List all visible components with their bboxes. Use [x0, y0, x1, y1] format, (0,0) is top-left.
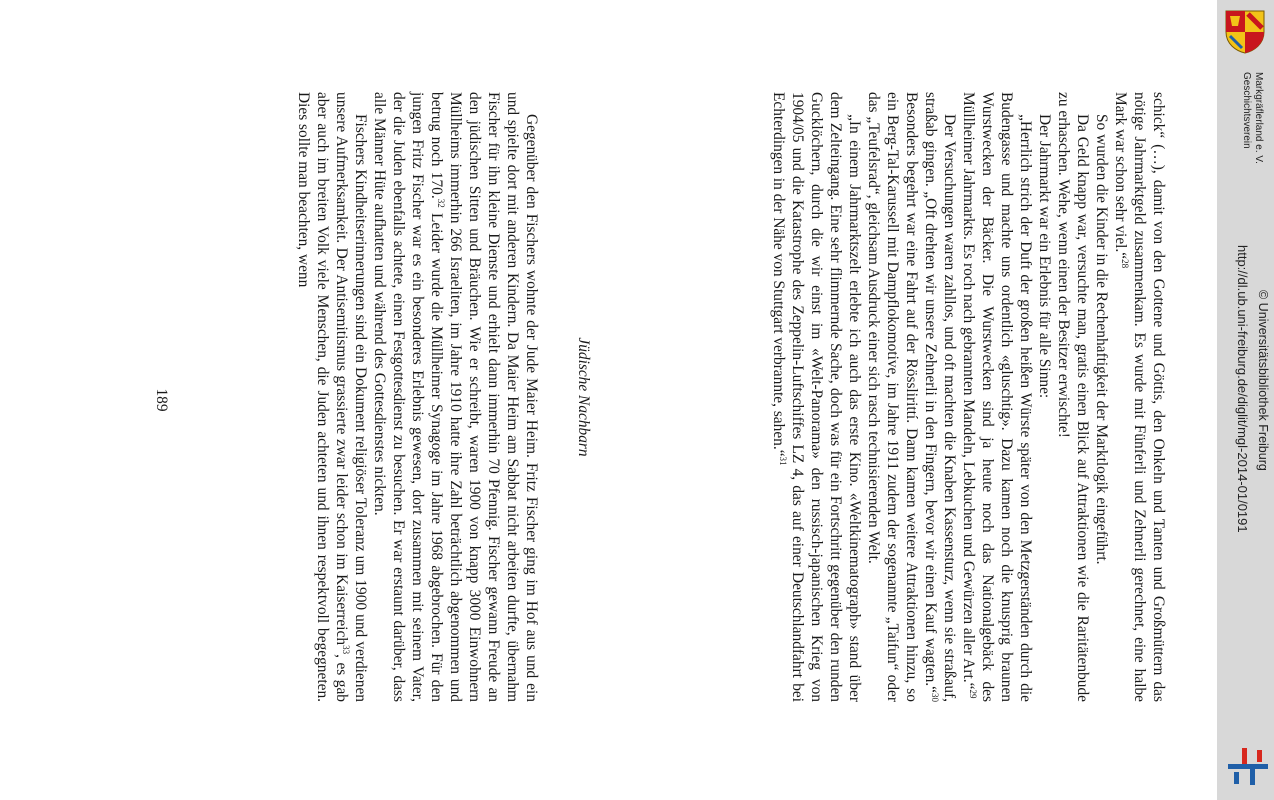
- coat-of-arms-icon: [1222, 8, 1268, 54]
- footnote-marker: 29: [968, 689, 979, 699]
- paragraph-text-continued: Leider wurde die Müllheimer Synagoge im Jahre 1968 abgebrochen. Für den jungen Fritz Fischer war es ein besonderes Erlebnis gewesen, dort zusammen mit seinem Vater, der die Juden ebenfalls achtete, einen Festgottesdienst zu besuchen. Er war erstaunt darüber, dass alle Männer Hüte aufhatten und während des Gottesdienstes nickten.: [371, 92, 445, 702]
- page-number: 189: [153, 388, 170, 412]
- paragraph: [370, 92, 541, 702]
- text-block-bottom: [294, 92, 541, 702]
- footnote-marker: 31: [778, 456, 789, 466]
- text-block-top: [769, 92, 1168, 702]
- paragraph-text-continued: , es gab aber auch im breiten Volk viele Menschen, die Juden achteten und ihnen respektvoll begegneten. Dies sollte man beachten, wenn: [295, 92, 350, 702]
- paragraph: [1054, 92, 1092, 702]
- footnote-marker: 32: [436, 198, 447, 208]
- copyright-notice: © Universitätsbibliothek Freiburg: [1256, 290, 1270, 471]
- footnote-marker: 30: [930, 693, 941, 702]
- paragraph: [864, 92, 959, 702]
- paragraph: [959, 92, 1035, 702]
- paragraph-text: Der Versuchungen waren zahllos, und oft machten die Knaben Kassensturz, wenn sie straßauf, straßab gingen. „Oft drehten wir unsere Zehnerli in den Fingern, bevor wir einen Kauf wagten.“: [922, 92, 958, 702]
- paragraph: [1092, 92, 1111, 702]
- footnote-marker: 33: [341, 645, 352, 655]
- paragraph-text: Fischers Kindheitserinnerungen sind ein Dokument religiöser Toleranz um 1900 und verdienen unsere Aufmerksamkeit. Der Antisemitismus grassierte zwar leider schon im Kaiserreich: [333, 92, 369, 702]
- paragraph: [294, 92, 370, 702]
- footnote-marker: 28: [1120, 259, 1131, 269]
- paragraph: [1111, 92, 1168, 702]
- section-heading: Jüdische Nachbarn: [575, 337, 592, 457]
- paragraph-text: „In einem Jahrmarktszelt erlebte ich auch das erste Kino. «Weltkinematograph» stand über dem Zelteingang. Eine sehr flimmernde Sache, doch was für ein Fortschritt gegenüber den runden Gucklöchern, durch die wir einst im «Welt-Panorama» den russisch-japanischen Krieg von 1904/05 und die Katastrophe des Zeppelin-Luftschiffes LZ 4, das auf einer Deutschlandfahrt bei Echterdingen in der Nähe von Stuttgart verbrannte, sahen.“: [770, 92, 863, 702]
- society-name-line2: Markgräflerland e. V.: [1253, 72, 1264, 164]
- paragraph-text: So wurden die Kinder in die Rechenhaftigkeit der Marktlogik eingeführt.: [1093, 114, 1110, 565]
- paragraph-text: Der Jahrmarkt war ein Erlebnis für alle Sinne:: [1036, 114, 1053, 399]
- paragraph-text: Gegenüber den Fischers wohnte der Jude Maier Heim. Fritz Fischer ging im Hof aus und ein und spielte dort mit anderen Kindern. Da Maier Heim am Sabbat nicht arbeiten durfte, übernahm Fischer für ihn kleine Dienste und erhielt dann immerhin 70 Pfennig. Fischer gewann Freude an den jüdischen Sitten und Bräuchen. Wie er schreibt, waren 1900 von knapp 3000 Einwohnern Müllheims immerhin 266 Israeliten, im Jahre 1910 hatte ihre Zahl beträchtlich abgenommen und betrug noch 170.: [428, 92, 540, 702]
- paragraph: [769, 92, 864, 702]
- university-library-logo-icon: [1226, 742, 1270, 790]
- society-name-line1: Geschichtsverein: [1241, 72, 1252, 149]
- paragraph-text: schick“ (…), damit von den Gottene und Göttis, den Onkeln und Tanten und Großmüttern das nötige Jahrmarktgeld zusammenkam. Es wurde mit Fünferli und Zehnerli gerechnet, eine halbe Mark war schon sehr viel.“: [1112, 92, 1167, 702]
- paragraph: [1035, 92, 1054, 702]
- permalink-link[interactable]: http://dl.ub.uni-freiburg.de/diglit/mgl-2014-01/0191: [1235, 245, 1250, 533]
- paragraph-text-continued: Besonders begehrt war eine Fahrt auf der Rösslirittí. Dann kamen weitere Attraktionen hinzu, so ein Berg-Tal-Karussell mit Dampflokomotive, im Jahre 1911 zudem der sogenannte „Taifun“ oder das „Teufelsrad“, gleichsam Ausdruck einer sich rasch technisierenden Welt.: [865, 92, 920, 702]
- paragraph-text: „Herrlich strich der Duft der großen heißen Würste später von den Metzgerständen durch die Budengasse und machte uns ordentlich «gluschtig». Dazu kamen noch die knusprig braunen Wurstwecken der Bäcker. Die Wurstwecken sind ja heute noch das Nationalgebäck des Müllheimer Jahrmarkts. Es roch nach gebrannten Mandeln, Lebkuchen und Gewürzen aller Art.“: [960, 92, 1034, 702]
- paragraph-text: Da Geld knapp war, versuchte man, gratis einen Blick auf Attraktionen wie die Raritätenbude zu erhaschen. Wehe, wenn einen der Besitzer erwischte!: [1055, 92, 1091, 702]
